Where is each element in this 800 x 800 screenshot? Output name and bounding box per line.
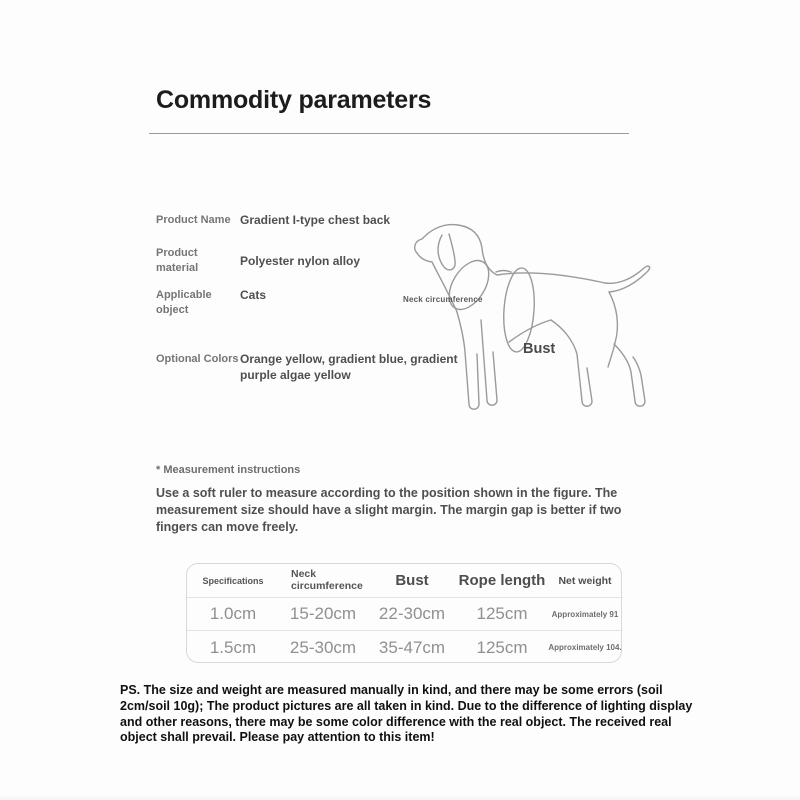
header-net-weight: Net weight xyxy=(558,574,612,587)
dog-harness-diagram xyxy=(393,220,668,432)
detail-value-product-material: Polyester nylon alloy xyxy=(240,254,361,268)
dog-belly xyxy=(509,320,551,342)
header-rope-length: Rope length xyxy=(458,572,546,589)
neck-circumference-label: Neck circumference xyxy=(403,295,483,304)
bust-label: Bust xyxy=(523,341,556,357)
dog-rump xyxy=(608,292,617,367)
measurement-instructions-heading: * Measurement instructions xyxy=(156,464,301,476)
detail-value-optional-colors: Orange yellow, gradient blue, gradient purple algae yellow xyxy=(240,352,458,382)
cell-neck-1: 15-20cm xyxy=(289,604,357,623)
ps-footnote: PS. The size and weight are measured manually in kind, and there may be some errors (soil 2cm/soil 10g); The product pictures are all taken in kind. Due to the difference of lighting display and other reasons, there may be some color difference with the real object. The received real object shall prevail. Please pay attention to this item! xyxy=(120,683,693,745)
page-bottom-edge xyxy=(0,795,800,800)
header-specifications: Specifications xyxy=(202,575,264,586)
title-divider xyxy=(149,133,629,134)
detail-value-applicable-object: Cats xyxy=(240,288,267,302)
measurement-instructions-body: Use a soft ruler to measure according to the position shown in the figure. The measurement size should have a slight margin. The margin gap is better if two fingers can move freely. xyxy=(156,486,622,534)
dog-ear xyxy=(438,234,455,270)
page-title: Commodity parameters xyxy=(156,86,432,114)
detail-label-product-name: Product Name xyxy=(156,214,231,226)
harness-back-connector xyxy=(496,271,511,273)
detail-label-product-material: Product material xyxy=(156,247,199,274)
cell-weight-1: Approximately 91 xyxy=(551,609,619,619)
detail-label-applicable-object: Applicable object xyxy=(156,289,212,316)
size-table-header-row xyxy=(187,564,623,598)
header-neck-circumference: Neck circumference xyxy=(291,567,363,592)
cell-weight-2: Approximately 104. xyxy=(548,643,622,652)
detail-label-optional-colors: Optional Colors xyxy=(156,353,239,365)
dog-outline-head-back xyxy=(415,225,605,283)
dog-hind-leg-near xyxy=(551,320,592,406)
cell-spec-2: 1.5cm xyxy=(209,637,257,657)
cell-spec-1: 1.0cm xyxy=(209,604,257,623)
cell-bust-1: 22-30cm xyxy=(378,604,446,623)
dog-front-leg-near xyxy=(457,312,479,409)
cell-rope-1: 125cm xyxy=(476,604,528,623)
header-bust: Bust xyxy=(395,572,429,589)
cell-rope-2: 125cm xyxy=(476,637,528,657)
dog-hind-leg-far xyxy=(614,344,645,406)
detail-value-product-name: Gradient I-type chest back xyxy=(240,213,391,227)
cell-bust-2: 35-47cm xyxy=(378,637,446,657)
size-table-row-1 xyxy=(187,598,623,631)
harness-neck-strap xyxy=(441,254,497,317)
dog-front-leg-far xyxy=(481,320,497,405)
dog-tail xyxy=(605,266,650,292)
cell-neck-2: 25-30cm xyxy=(289,637,357,657)
size-table-row-2 xyxy=(187,631,623,664)
size-table xyxy=(186,563,622,663)
